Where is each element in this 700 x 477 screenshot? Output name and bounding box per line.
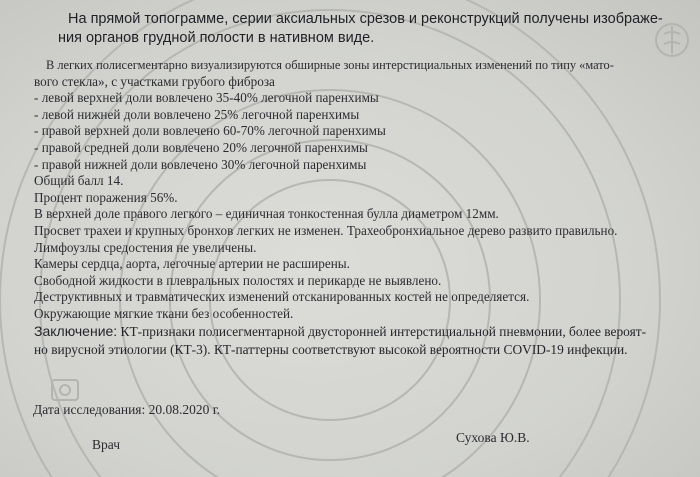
header-line-1: На прямой топограмме, серии аксиальных срезов и реконструкций получены изображе- (68, 11, 663, 27)
fluid-finding: Свободной жидкости в плевральных полостях и перикарде не выявлено. (34, 272, 442, 288)
heart-finding: Камеры сердца, аорта, легочные артерии не расширены. (34, 256, 350, 272)
conclusion-section (34, 322, 684, 359)
bones-finding: Деструктивных и травматических изменений отсканированных костей не определяется. (34, 289, 530, 305)
lobe-line: - левой нижней доли вовлечено 25% легочной паренхимы (34, 106, 360, 122)
conclusion-text-1: КТ-признаки полисегментарной двусторонней интерстициальной пневмонии, более вероят- (117, 324, 647, 339)
lobe-line: - правой средней доли вовлечено 20% легочной паренхимы (34, 139, 368, 155)
header-line-2: ния органов грудной полости в нативном виде. (58, 30, 375, 46)
lobe-line: - левой верхней доли вовлечено 35-40% легочной паренхимы (34, 90, 379, 106)
bulla-finding: В верхней доле правого легкого – единичная тонкостенная булла диаметром 12мм. (34, 206, 499, 222)
lymph-finding: Лимфоузлы средостения не увеличены. (34, 239, 257, 255)
lesion-percent: Процент поражения 56%. (34, 189, 178, 205)
report-header (58, 10, 688, 48)
lobe-line: - правой нижней доли вовлечено 30% легочной паренхимы (34, 156, 367, 172)
findings-intro-1: В легких полисегментарно визуализируются обширные зоны интерстициальных изменений по типу «мато- (46, 58, 614, 72)
study-date: Дата исследования: 20.08.2020 г. (33, 402, 221, 417)
conclusion-text-2: но вирусной этиологии (КТ-3). КТ-паттерны соответствуют высокой вероятности COVID-19 инфекции. (34, 342, 628, 357)
soft-tissue-finding: Окружающие мягкие ткани без особенностей. (34, 305, 294, 321)
trachea-finding: Просвет трахеи и крупных бронхов легких не изменен. Трахеобронхиальное дерево развито правильно. (34, 222, 618, 238)
findings-intro-2: вого стекла», с участками грубого фиброза (34, 73, 275, 89)
conclusion-label: Заключение: (34, 323, 118, 339)
findings-section (34, 57, 674, 323)
doctor-name: Сухова Ю.В. (456, 430, 530, 445)
total-score: Общий балл 14. (34, 173, 124, 189)
lobe-line: - правой верхней доли вовлечено 60-70% легочной паренхимы (34, 123, 386, 139)
doctor-label: Врач (92, 437, 120, 452)
